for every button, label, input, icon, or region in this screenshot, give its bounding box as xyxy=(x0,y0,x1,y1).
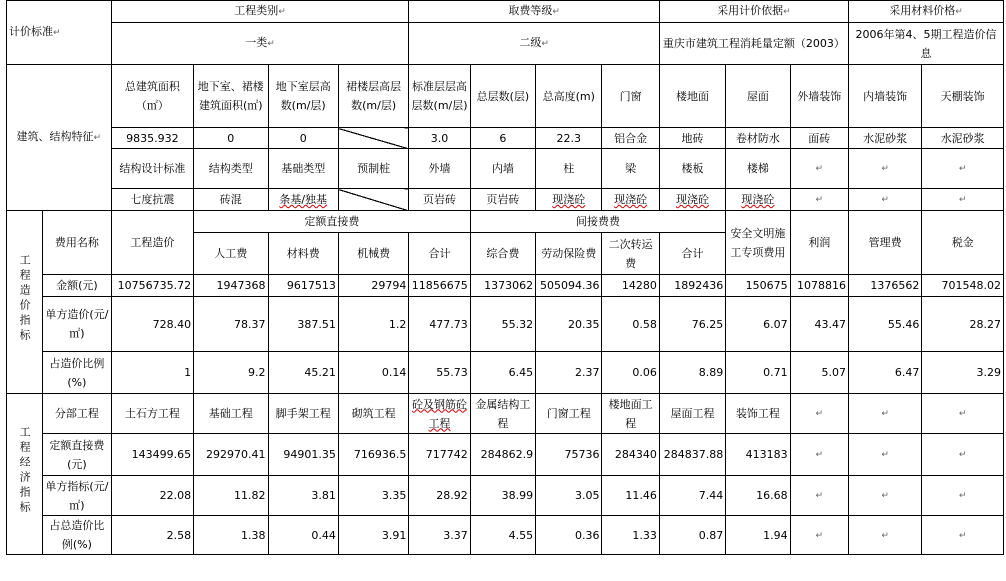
feature-value: 水泥砂浆 xyxy=(922,128,1004,149)
feature-value: 22.3 xyxy=(536,128,602,149)
fee-name-header: 费用名称 xyxy=(43,211,111,275)
cell: 6.47 xyxy=(848,352,921,394)
cell: 1 xyxy=(111,352,193,394)
feature-value: 现浇砼 xyxy=(602,189,659,211)
cell: 土石方工程 xyxy=(111,394,193,434)
cell: 1.2 xyxy=(338,297,408,352)
cell: 45.21 xyxy=(268,352,338,394)
cell: 717742 xyxy=(409,434,470,476)
feature-header: 屋面 xyxy=(726,65,790,128)
empty-cell: ↵ xyxy=(848,516,921,555)
cell: 76.25 xyxy=(659,297,725,352)
feature-header: 内墙装饰 xyxy=(848,65,921,128)
cell: 4.55 xyxy=(470,516,535,555)
feature-value: 现浇砼 xyxy=(659,189,725,211)
empty-cell: ↵ xyxy=(922,516,1004,555)
feature-value: 现浇砼 xyxy=(726,189,790,211)
feature-header: 梁 xyxy=(602,149,659,189)
cell: 55.32 xyxy=(470,297,535,352)
safety-fee-header: 安全文明施工专项费用 xyxy=(726,211,790,275)
feature-value: 地砖 xyxy=(659,128,725,149)
feature-header: 总层数(层) xyxy=(470,65,535,128)
cell: 3.05 xyxy=(536,476,602,516)
cell: 2.58 xyxy=(111,516,193,555)
empty-cell: ↵ xyxy=(922,189,1004,211)
direct-cost-header: 定额直接费 xyxy=(194,211,471,233)
cell: 9.2 xyxy=(194,352,268,394)
feature-header: 总高度(m) xyxy=(536,65,602,128)
feature-header: 楼梯 xyxy=(726,149,790,189)
cell: 43.47 xyxy=(790,297,848,352)
feature-value: 现浇砼 xyxy=(536,189,602,211)
cell: 22.08 xyxy=(111,476,193,516)
sub-header: 劳动保险费 xyxy=(536,233,602,275)
cell: 3.91 xyxy=(338,516,408,555)
cell: 1.94 xyxy=(726,516,790,555)
cell: 728.40 xyxy=(111,297,193,352)
sub-header: 合计 xyxy=(659,233,725,275)
cell: 3.35 xyxy=(338,476,408,516)
cell: 1376562 xyxy=(848,275,921,297)
feature-header: 外墙装饰 xyxy=(790,65,848,128)
cell: 3.37 xyxy=(409,516,470,555)
empty-cell: ↵ xyxy=(790,149,848,189)
feature-header: 内墙 xyxy=(470,149,535,189)
sub-header: 二次转运费 xyxy=(602,233,659,275)
cell: 78.37 xyxy=(194,297,268,352)
feature-header: 裙楼层高层数(m/层) xyxy=(338,65,408,128)
cell: 716936.5 xyxy=(338,434,408,476)
feature-header: 地下室层高数(m/层) xyxy=(268,65,338,128)
feature-header: 楼板 xyxy=(659,149,725,189)
cell: 基础工程 xyxy=(194,394,268,434)
feature-header: 柱 xyxy=(536,149,602,189)
row-label: 分部工程 xyxy=(43,394,111,434)
econ-index-label: 工程经济指标 xyxy=(7,394,43,555)
cost-index-table xyxy=(6,0,1004,555)
cell: 292970.41 xyxy=(194,434,268,476)
empty-cell: ↵ xyxy=(790,189,848,211)
material-price-header: 采用材料价格↵ xyxy=(848,1,1003,23)
row-label: 金额(元) xyxy=(43,275,111,297)
table-row xyxy=(7,394,1004,434)
feature-header: 结构设计标准 xyxy=(111,149,193,189)
cell: 砼及钢筋砼工程 xyxy=(409,394,470,434)
feature-value: 页岩砖 xyxy=(470,189,535,211)
cell: 金属结构工程 xyxy=(470,394,535,434)
cell: 387.51 xyxy=(268,297,338,352)
empty-cell: ↵ xyxy=(848,476,921,516)
cell: 38.99 xyxy=(470,476,535,516)
diagonal-cell xyxy=(338,128,408,149)
feature-value: 卷材防水 xyxy=(726,128,790,149)
cell: 413183 xyxy=(726,434,790,476)
cell: 1.38 xyxy=(194,516,268,555)
cell: 7.44 xyxy=(659,476,725,516)
row-label: 占总造价比例(%) xyxy=(43,516,111,555)
table-row xyxy=(7,297,1004,352)
structure-features-label: 建筑、结构特征↵ xyxy=(7,65,112,211)
mgmt-fee-header: 管理费 xyxy=(848,211,921,275)
cell: 14280 xyxy=(602,275,659,297)
empty-cell: ↵ xyxy=(790,434,848,476)
cell: 5.07 xyxy=(790,352,848,394)
sub-header: 综合费 xyxy=(470,233,535,275)
table-row xyxy=(7,352,1004,394)
cell: 脚手架工程 xyxy=(268,394,338,434)
feature-header: 结构类型 xyxy=(194,149,268,189)
cell: 11.46 xyxy=(602,476,659,516)
empty-cell: ↵ xyxy=(848,434,921,476)
cell: 1078816 xyxy=(790,275,848,297)
material-price-value: 2006年第4、5期工程造价信息 xyxy=(848,23,1003,65)
empty-cell: ↵ xyxy=(790,476,848,516)
cell: 6.45 xyxy=(470,352,535,394)
empty-cell: ↵ xyxy=(790,516,848,555)
cell: 11.82 xyxy=(194,476,268,516)
cell: 8.89 xyxy=(659,352,725,394)
feature-header: 总建筑面积（㎡） xyxy=(111,65,193,128)
cell: 10756735.72 xyxy=(111,275,193,297)
feature-value: 铝合金 xyxy=(602,128,659,149)
cell: 28.27 xyxy=(922,297,1004,352)
pricing-standard-label: 计价标准↵ xyxy=(7,1,112,65)
cell: 0.87 xyxy=(659,516,725,555)
cell: 1373062 xyxy=(470,275,535,297)
cell: 1947368 xyxy=(194,275,268,297)
feature-value: 条基/独基 xyxy=(268,189,338,211)
cell: 75736 xyxy=(536,434,602,476)
cell: 143499.65 xyxy=(111,434,193,476)
cell: 1892436 xyxy=(659,275,725,297)
feature-value: 砖混 xyxy=(194,189,268,211)
table-row xyxy=(7,275,1004,297)
cell: 94901.35 xyxy=(268,434,338,476)
feature-header: 楼地面 xyxy=(659,65,725,128)
fee-grade-value: 二级↵ xyxy=(409,23,659,65)
feature-value: 水泥砂浆 xyxy=(848,128,921,149)
tax-header: 税金 xyxy=(922,211,1004,275)
feature-header: 预制桩 xyxy=(338,149,408,189)
sub-header: 材料费 xyxy=(268,233,338,275)
cell: 701548.02 xyxy=(922,275,1004,297)
empty-cell: ↵ xyxy=(790,394,848,434)
table-row xyxy=(7,434,1004,476)
feature-value: 3.0 xyxy=(409,128,470,149)
project-category-value: 一类↵ xyxy=(111,23,409,65)
cell: 楼地面工程 xyxy=(602,394,659,434)
project-category-header: 工程类别↵ xyxy=(111,1,409,23)
diagonal-cell xyxy=(338,189,408,211)
pricing-basis-value: 重庆市建筑工程消耗量定额（2003） xyxy=(659,23,848,65)
cell: 55.73 xyxy=(409,352,470,394)
cell: 284837.88 xyxy=(659,434,725,476)
cell: 0.36 xyxy=(536,516,602,555)
row-label: 占造价比例(%) xyxy=(43,352,111,394)
feature-value: 0 xyxy=(194,128,268,149)
empty-cell: ↵ xyxy=(922,394,1004,434)
empty-cell: ↵ xyxy=(848,189,921,211)
cost-index-label: 工程造价指标 xyxy=(7,211,43,394)
cell: 1.33 xyxy=(602,516,659,555)
total-cost-header: 工程造价 xyxy=(111,211,193,275)
cell: 0.58 xyxy=(602,297,659,352)
cell: 0.06 xyxy=(602,352,659,394)
cell: 2.37 xyxy=(536,352,602,394)
cell: 3.29 xyxy=(922,352,1004,394)
cell: 505094.36 xyxy=(536,275,602,297)
cell: 6.07 xyxy=(726,297,790,352)
fee-grade-header: 取费等级↵ xyxy=(409,1,659,23)
table-row xyxy=(7,516,1004,555)
cell: 0.44 xyxy=(268,516,338,555)
cell: 0.14 xyxy=(338,352,408,394)
row-label: 单方指标(元/㎡) xyxy=(43,476,111,516)
cell: 屋面工程 xyxy=(659,394,725,434)
row-label: 定额直接费(元) xyxy=(43,434,111,476)
feature-value: 6 xyxy=(470,128,535,149)
feature-header: 外墙 xyxy=(409,149,470,189)
sub-header: 人工费 xyxy=(194,233,268,275)
feature-value: 面砖 xyxy=(790,128,848,149)
feature-header: 基础类型 xyxy=(268,149,338,189)
feature-header: 天棚装饰 xyxy=(922,65,1004,128)
feature-value: 0 xyxy=(268,128,338,149)
indirect-cost-header: 间接费费 xyxy=(470,211,726,233)
profit-header: 利润 xyxy=(790,211,848,275)
cell: 477.73 xyxy=(409,297,470,352)
sub-header: 合计 xyxy=(409,233,470,275)
cell: 20.35 xyxy=(536,297,602,352)
feature-header: 地下室、裙楼建筑面积(㎡) xyxy=(194,65,268,128)
empty-cell: ↵ xyxy=(848,394,921,434)
row-label: 单方造价(元/㎡) xyxy=(43,297,111,352)
cell: 284340 xyxy=(602,434,659,476)
cell: 11856675 xyxy=(409,275,470,297)
cell: 29794 xyxy=(338,275,408,297)
feature-value: 页岩砖 xyxy=(409,189,470,211)
pricing-basis-header: 采用计价依据↵ xyxy=(659,1,848,23)
cell: 55.46 xyxy=(848,297,921,352)
empty-cell: ↵ xyxy=(922,434,1004,476)
cell: 3.81 xyxy=(268,476,338,516)
cell: 0.71 xyxy=(726,352,790,394)
feature-value: 9835.932 xyxy=(111,128,193,149)
cell: 9617513 xyxy=(268,275,338,297)
empty-cell: ↵ xyxy=(922,149,1004,189)
cell: 28.92 xyxy=(409,476,470,516)
cell: 284862.9 xyxy=(470,434,535,476)
cell: 砌筑工程 xyxy=(338,394,408,434)
cell: 150675 xyxy=(726,275,790,297)
cell: 16.68 xyxy=(726,476,790,516)
feature-header: 门窗 xyxy=(602,65,659,128)
empty-cell: ↵ xyxy=(848,149,921,189)
feature-header: 标准层层高层数(m/层) xyxy=(409,65,470,128)
empty-cell: ↵ xyxy=(922,476,1004,516)
cell: 装饰工程 xyxy=(726,394,790,434)
feature-value: 七度抗震 xyxy=(111,189,193,211)
sub-header: 机械费 xyxy=(338,233,408,275)
table-row xyxy=(7,476,1004,516)
cell: 门窗工程 xyxy=(536,394,602,434)
